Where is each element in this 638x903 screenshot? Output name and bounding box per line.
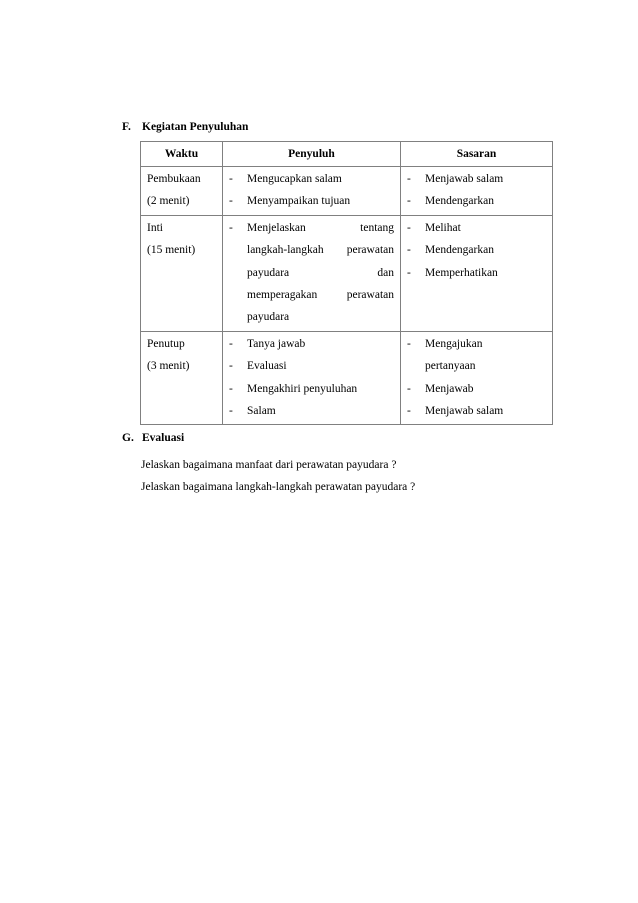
- waktu-phase: Penutup: [147, 337, 185, 350]
- word: payudara: [247, 266, 290, 279]
- table-header-row: [141, 142, 553, 167]
- list-item-text: Mendengarkan: [425, 195, 494, 208]
- bullet-dash: -: [229, 404, 233, 417]
- list-item-text: Melihat: [425, 221, 461, 234]
- list-item-text: Mengajukan: [425, 337, 483, 350]
- evaluation-question: Jelaskan bagaimana langkah-langkah perawatan payudara ?: [141, 481, 416, 494]
- waktu-cell: [141, 331, 223, 425]
- list-item: [407, 262, 546, 284]
- word: tentang: [360, 221, 394, 234]
- bullet-dash: -: [229, 382, 233, 395]
- list-item-text: pertanyaan: [425, 360, 476, 373]
- justified-line: [247, 239, 394, 261]
- justified-line: [247, 217, 394, 239]
- list-item: [407, 239, 546, 261]
- list-item-text: Menjawab: [425, 382, 474, 395]
- list-item-text: Memperhatikan: [425, 266, 498, 279]
- waktu-phase: Inti: [147, 221, 163, 234]
- bullet-dash: -: [407, 195, 411, 208]
- header-waktu: Waktu: [141, 142, 223, 167]
- bullet-dash: -: [407, 382, 411, 395]
- word: Menjelaskan: [247, 221, 306, 234]
- bullet-dash: -: [407, 173, 411, 185]
- list-item-text: Menjawab salam: [425, 404, 504, 417]
- bullet-dash: -: [229, 195, 233, 208]
- list-item-text: Mengakhiri penyuluhan: [247, 382, 358, 395]
- table-row: [141, 167, 553, 216]
- waktu-duration: (2 menit): [147, 195, 190, 208]
- list-item: [229, 217, 394, 329]
- word: dan: [377, 266, 394, 279]
- list-item: [407, 168, 546, 190]
- waktu-duration: (15 menit): [147, 244, 196, 257]
- header-penyuluh: Penyuluh: [223, 142, 401, 167]
- list-item-text: Tanya jawab: [247, 337, 306, 350]
- list-item: [229, 400, 394, 422]
- list-item: [229, 333, 394, 355]
- bullet-dash: -: [229, 360, 233, 373]
- section-g-letter: G.: [122, 432, 134, 444]
- section-f-letter: F.: [122, 121, 131, 133]
- last-line: [247, 306, 394, 328]
- list-item-text: Mendengarkan: [425, 244, 494, 257]
- waktu-duration: (3 menit): [147, 360, 190, 373]
- list-item-text: Mengucapkan salam: [247, 173, 342, 185]
- justified-line: [247, 262, 394, 284]
- waktu-cell: [141, 167, 223, 216]
- word: payudara: [247, 311, 290, 324]
- list-item: [407, 378, 546, 400]
- word: langkah-langkah: [247, 244, 324, 257]
- table-row: [141, 331, 553, 425]
- bullet-dash: -: [407, 221, 411, 234]
- list-item: [229, 190, 394, 212]
- penyuluh-cell: [223, 331, 401, 425]
- bullet-dash: -: [407, 266, 411, 279]
- sasaran-cell: [401, 331, 553, 425]
- bullet-dash: -: [407, 244, 411, 257]
- list-item-text: Evaluasi: [247, 360, 287, 373]
- kegiatan-table: [140, 141, 553, 425]
- section-f-heading: [122, 121, 248, 133]
- waktu-cell: [141, 215, 223, 331]
- sasaran-cell: [401, 215, 553, 331]
- list-item: [407, 333, 546, 378]
- section-g-title: Evaluasi: [142, 432, 185, 444]
- list-item: [229, 168, 394, 190]
- word: perawatan: [346, 244, 394, 257]
- bullet-dash: -: [407, 404, 411, 417]
- list-item: [407, 217, 546, 239]
- list-item: [229, 378, 394, 400]
- header-sasaran: Sasaran: [401, 142, 553, 167]
- bullet-dash: -: [229, 173, 233, 185]
- list-item: [407, 400, 546, 422]
- sasaran-cell: [401, 167, 553, 216]
- waktu-phase: Pembukaan: [147, 173, 201, 185]
- evaluation-question: Jelaskan bagaimana manfaat dari perawatan payudara ?: [141, 459, 397, 471]
- bullet-dash: -: [407, 337, 411, 350]
- list-item-text: Menjawab salam: [425, 173, 504, 185]
- section-g-heading: [122, 432, 184, 444]
- section-f-title: Kegiatan Penyuluhan: [142, 121, 249, 133]
- penyuluh-cell: [223, 167, 401, 216]
- list-item: [229, 355, 394, 377]
- list-item-text: Salam: [247, 404, 276, 417]
- bullet-dash: -: [229, 337, 233, 350]
- bullet-dash: -: [229, 221, 233, 234]
- list-item-text: Menyampaikan tujuan: [247, 195, 351, 208]
- word: memperagakan: [247, 288, 318, 301]
- word: perawatan: [346, 288, 394, 301]
- list-item: [407, 190, 546, 212]
- penyuluh-cell: [223, 215, 401, 331]
- evaluation-questions: [141, 454, 415, 499]
- table-row: [141, 215, 553, 331]
- justified-line: [247, 284, 394, 306]
